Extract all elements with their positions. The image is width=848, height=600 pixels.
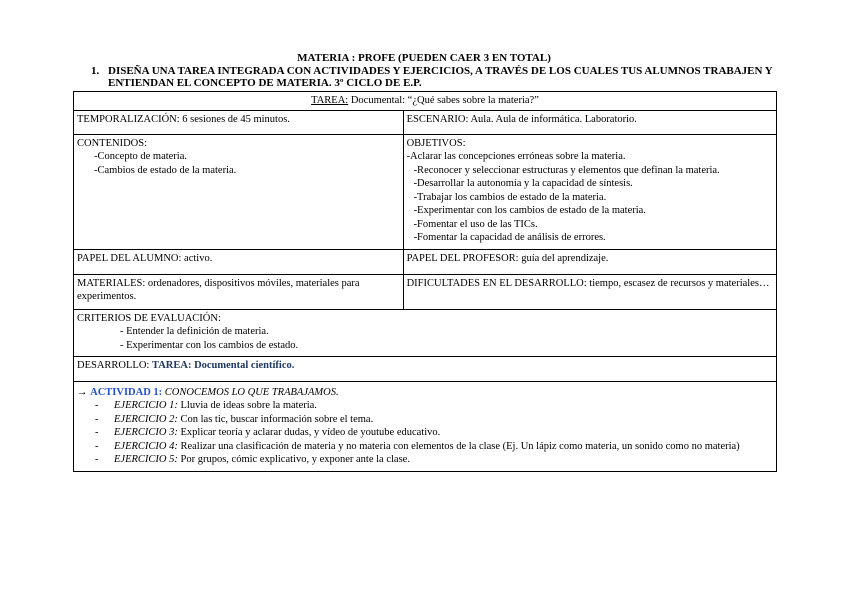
criterios-heading: CRITERIOS DE EVALUACIÓN: bbox=[77, 312, 221, 324]
escenario-cell: ESCENARIO: Aula. Aula de informática. Laboratorio. bbox=[403, 110, 776, 134]
row-materiales bbox=[74, 274, 777, 309]
list-item bbox=[77, 440, 773, 454]
objetivos-item: -Fomentar el uso de las TICs. bbox=[413, 218, 538, 230]
list-item bbox=[77, 453, 773, 467]
actividad-subtitle: CONOCEMOS LO QUE TRABAJAMOS. bbox=[162, 386, 339, 398]
arrow-icon: → bbox=[77, 386, 91, 398]
page-title: MATERIA : PROFE (PUEDEN CAER 3 EN TOTAL) bbox=[297, 52, 551, 64]
list-item bbox=[77, 426, 773, 440]
task-table bbox=[73, 91, 777, 472]
contenidos-cell bbox=[74, 134, 404, 249]
objetivos-item: -Desarrollar la autonomía y la capacidad de síntesis. bbox=[413, 178, 633, 189]
desarrollo-label: DESARROLLO: bbox=[77, 359, 152, 371]
desarrollo-cell bbox=[74, 356, 777, 381]
row-desarrollo bbox=[74, 356, 777, 381]
objetivos-item: -Fomentar la capacidad de análisis de errores. bbox=[413, 232, 606, 243]
objetivos-item: -Aclarar las concepciones erróneas sobre la materia. bbox=[406, 151, 626, 162]
task-number: 1. bbox=[91, 65, 100, 77]
row-temporalizacion bbox=[74, 110, 777, 134]
contenidos-item: -Cambios de estado de la materia. bbox=[94, 164, 237, 176]
objetivos-item: -Experimentar con los cambios de estado de la materia. bbox=[413, 205, 646, 216]
contenidos-heading: CONTENIDOS: bbox=[77, 137, 147, 149]
objetivos-item: -Reconocer y seleccionar estructuras y elementos que definan la materia. bbox=[413, 164, 720, 176]
row-tarea bbox=[74, 92, 777, 111]
exercise-label: EJERCICIO 1: bbox=[114, 400, 178, 411]
criterios-cell bbox=[74, 309, 777, 356]
exercise-text: Realizar una clasificación de materia y no materia con elementos de la clase (Ej. Un lápiz como materia, un sonido como no materia) bbox=[177, 440, 740, 452]
list-item bbox=[77, 413, 773, 427]
papel-alumno-cell: PAPEL DEL ALUMNO: activo. bbox=[74, 249, 404, 274]
tarea-cell bbox=[74, 92, 777, 111]
desarrollo-value: TAREA: Documental científico. bbox=[151, 359, 295, 371]
tarea-text: Documental: “¿Qué sabes sobre la materia?” bbox=[348, 95, 539, 106]
exercise-text: Explicar teoría y aclarar dudas, y vídeo de youtube educativo. bbox=[177, 427, 441, 438]
tarea-label: TAREA: bbox=[311, 95, 349, 106]
objetivos-cell bbox=[403, 134, 776, 249]
row-papel bbox=[74, 249, 777, 274]
task-text: DISEÑA UNA TAREA INTEGRADA CON ACTIVIDADES Y EJERCICIOS, A TRAVÉS DE LOS CUALES TUS ALUMNOS TRABAJEN Y ENTIENDAN EL CONCEPTO DE MATERIA. 3º CICLO DE E.P. bbox=[108, 65, 773, 89]
objetivos-heading: OBJETIVOS: bbox=[406, 137, 466, 149]
exercise-list bbox=[77, 399, 773, 467]
row-actividad bbox=[74, 381, 777, 471]
row-criterios bbox=[74, 309, 777, 356]
task-heading bbox=[91, 65, 781, 89]
exercise-label: EJERCICIO 3: bbox=[114, 427, 178, 438]
row-contenidos bbox=[74, 134, 777, 249]
temporalizacion-cell: TEMPORALIZACIÓN: 6 sesiones de 45 minutos. bbox=[74, 110, 404, 134]
criterios-item: - Entender la definición de materia. bbox=[120, 326, 269, 337]
contenidos-item: -Concepto de materia. bbox=[94, 151, 188, 162]
criterios-item: - Experimentar con los cambios de estado. bbox=[120, 339, 299, 351]
objetivos-item: -Trabajar los cambios de estado de la materia. bbox=[413, 191, 607, 203]
exercise-label: EJERCICIO 5: bbox=[114, 454, 178, 465]
dificultades-cell: DIFICULTADES EN EL DESARROLLO: tiempo, escasez de recursos y materiales… bbox=[403, 274, 776, 309]
exercise-label: EJERCICIO 4: bbox=[114, 440, 178, 452]
materiales-cell: MATERIALES: ordenadores, dispositivos móviles, materiales para experimentos. bbox=[74, 274, 404, 309]
exercise-text: Con las tic, buscar información sobre el tema. bbox=[177, 413, 374, 425]
actividad-heading bbox=[77, 386, 773, 400]
actividad-title: ACTIVIDAD 1: bbox=[90, 386, 163, 398]
exercise-text: Lluvia de ideas sobre la materia. bbox=[177, 400, 317, 411]
exercise-label: EJERCICIO 2: bbox=[114, 413, 178, 425]
exercise-text: Por grupos, cómic explicativo, y exponer ante la clase. bbox=[177, 454, 410, 465]
papel-profesor-cell: PAPEL DEL PROFESOR: guía del aprendizaje. bbox=[403, 249, 776, 274]
actividad-cell bbox=[74, 381, 777, 471]
list-item bbox=[77, 399, 773, 413]
